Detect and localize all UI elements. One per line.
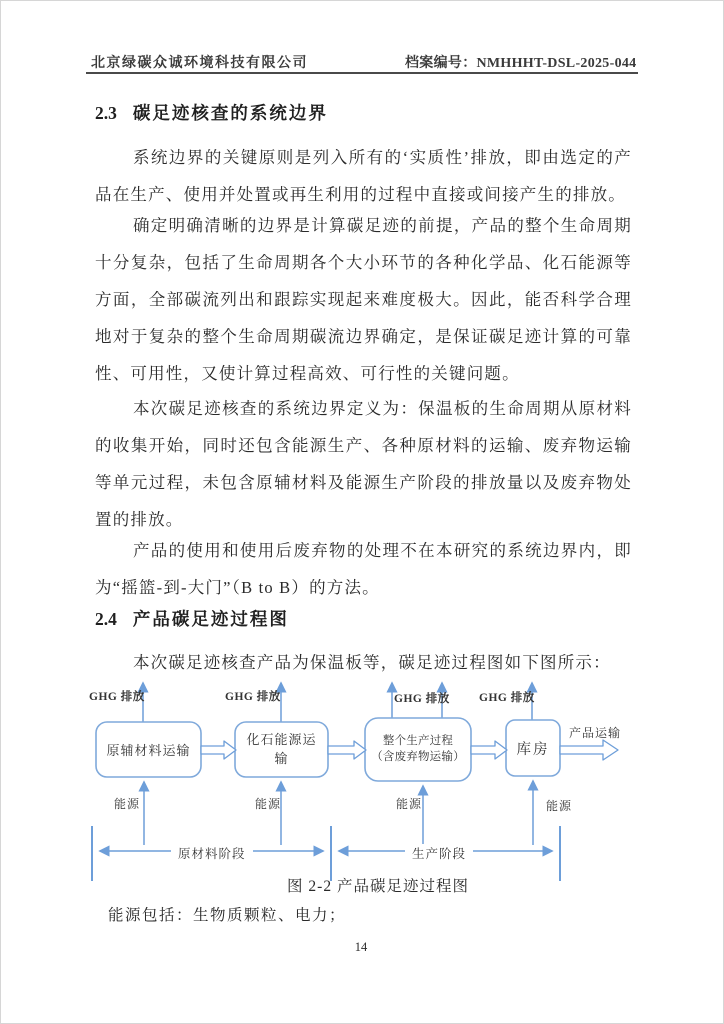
ghg-emission-label-3: GHG 排放 xyxy=(394,693,450,705)
header-company: 北京绿碳众诚环境科技有限公司 xyxy=(91,56,308,71)
product-transport-arrow xyxy=(560,740,618,760)
flow-box-label-warehouse: 库房 xyxy=(516,741,550,758)
header-archive-number: 档案编号：NMHHHT-DSL-2025-044 xyxy=(405,56,637,71)
energy-label-3: 能源 xyxy=(396,797,423,811)
ghg-emission-label-1: GHG 排放 xyxy=(89,691,145,703)
energy-label-1: 能源 xyxy=(114,797,141,811)
flow-box-label-production-process xyxy=(365,718,471,781)
page-number: 14 xyxy=(354,940,368,954)
flow-diagram-canvas xyxy=(0,670,724,900)
section-heading-2-3 xyxy=(95,100,632,125)
section-title: 碳足迹核查的系统边界 xyxy=(132,103,328,123)
production-process-line2: （含废弃物运输） xyxy=(371,750,465,763)
paragraph-boundary-complexity: 确定明确清晰的边界是计算碳足迹的前提，产品的整个生命周期十分复杂，包括了生命周期各个大小环节的各种化学品、化石能源等方面，全部碳流列出和跟踪实现起来难度极大。因此，能否科学合理地对于复杂的整个生命周期碳流边界确定，是保证碳足迹计算的可靠性、可用性，又使计算过程高效、可行性的关键问题。 xyxy=(95,216,632,383)
section-title: 产品碳足迹过程图 xyxy=(132,609,289,629)
process-flow-diagram xyxy=(0,670,724,900)
paragraph-boundary-definition: 本次碳足迹核查的系统边界定义为：保温板的生命周期从原材料的收集开始，同时还包含能源生产、各种原材料的运输、废弃物运输等单元过程，未包含原辅材料及能源生产阶段的排放量以及废弃物处置的排放。 xyxy=(95,399,632,529)
energy-footnote: 能源包括：生物质颗粒、电力； xyxy=(108,907,347,924)
energy-label-4: 能源 xyxy=(546,799,573,813)
flow-box-label-raw-material-transport: 原辅材料运输 xyxy=(106,743,191,758)
header-rule xyxy=(86,72,638,74)
section-number: 2.4 xyxy=(95,609,117,629)
ghg-emission-arrows xyxy=(143,683,532,722)
section-number: 2.3 xyxy=(95,103,117,123)
energy-label-2: 能源 xyxy=(255,797,282,811)
product-transport-label: 产品运输 xyxy=(569,726,622,740)
ghg-emission-label-2: GHG 排放 xyxy=(225,691,281,703)
paragraph-figure-intro: 本次碳足迹核查产品为保温板等，碳足迹过程图如下图所示： xyxy=(132,653,611,672)
stage-label-raw-material: 原材料阶段 xyxy=(171,844,253,862)
stage-label-production: 生产阶段 xyxy=(405,844,473,862)
stage-span-arrows xyxy=(92,826,560,881)
ghg-emission-label-4: GHG 排放 xyxy=(479,692,535,704)
figure-caption: 图 2-2 产品碳足迹过程图 xyxy=(287,878,469,895)
paragraph-b-to-b: 产品的使用和使用后废弃物的处理不在本研究的系统边界内，即为“摇篮-到-大门”（B to B）的方法。 xyxy=(95,541,632,597)
energy-input-arrows xyxy=(144,781,533,845)
paragraph-system-boundary-principle: 系统边界的关键原则是列入所有的‘实质性’排放，即由选定的产品在生产、使用并处置或再生利用的过程中直接或间接产生的排放。 xyxy=(95,148,632,204)
production-process-line1: 整个生产过程 xyxy=(382,734,454,747)
section-heading-2-4 xyxy=(95,606,632,631)
flow-box-label-fossil-energy-transport: 化石能源运输 xyxy=(246,731,317,766)
